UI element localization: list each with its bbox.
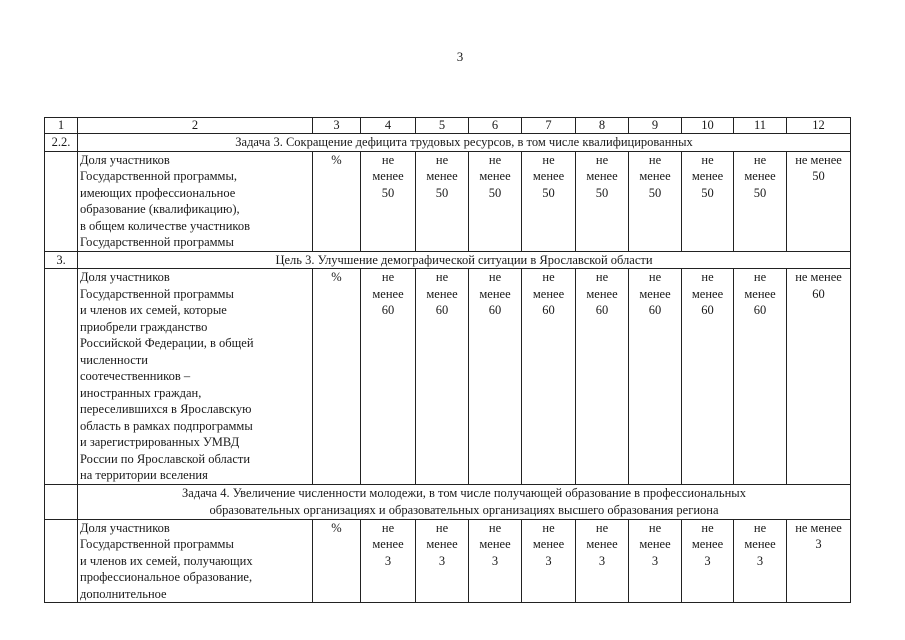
text-line: не [381,152,395,167]
header-cell: 8 [576,118,629,134]
text-line: 50 [648,185,662,200]
text-line: не [435,152,449,167]
value-cell [576,519,629,603]
text-line: 3 [815,537,822,551]
section-row [45,134,851,152]
text-line: Государственной программы, [80,169,237,183]
header-cell: 4 [361,118,416,134]
value-cell [522,269,576,485]
section-title [78,484,851,519]
text-line: переселившихся в Ярославскую [80,402,252,416]
section-number: 2.2. [45,134,78,152]
header-cell: 12 [787,118,851,134]
text-line: менее [479,537,511,551]
text-line: менее [744,537,776,551]
text-line: соотечественников – [80,369,191,383]
text-line: менее [586,286,618,301]
text-line: 60 [595,303,609,317]
text-line: 50 [701,185,714,200]
text-line: не [381,270,395,284]
text-line: 3 [545,553,552,568]
text-line: не [595,152,609,167]
text-line: иностранных граждан, [80,385,202,400]
text-line: России по Ярославской области [80,451,251,466]
row-number [45,269,78,485]
value-cell [522,519,576,603]
text-line: Доля участников [80,520,170,535]
value-cell [522,151,576,251]
text-line: не [753,152,767,167]
text-line: Доля участников [80,270,170,284]
value-cell [361,269,416,485]
text-line: менее [691,286,724,301]
text-line: не [595,520,609,535]
text-line: менее [372,169,404,183]
header-cell: 3 [313,118,361,134]
section-number: 3. [45,251,78,269]
text-line: менее [744,169,776,183]
text-line: и членов их семей, получающих [80,553,253,568]
text-line: не [753,270,767,284]
text-line: численности [80,352,148,367]
section-number [45,484,78,519]
text-line: образование (квалификацию), [80,202,240,216]
table-header-row [45,118,851,134]
text-line: 3 [704,553,711,568]
value-cell [576,151,629,251]
text-line: 60 [753,303,767,317]
text-line: не [542,520,555,535]
text-line: 3 [651,553,659,568]
section-row [45,251,851,269]
indicator-name [78,269,313,485]
value-cell [787,269,851,485]
text-line: 60 [701,303,714,317]
text-line: не [595,270,609,284]
text-line: и зарегистрированных УМВД [80,435,240,449]
text-line: не [488,520,502,535]
value-cell [416,269,469,485]
text-line: менее [639,169,671,183]
text-line: 60 [648,303,662,317]
header-cell: 2 [78,118,313,134]
text-line: менее [639,286,671,301]
text-line: 50 [753,185,767,200]
text-line: не [488,270,502,284]
text-line: 3 [491,553,499,568]
value-cell [682,151,734,251]
value-cell [469,269,522,485]
value-cell [682,269,734,485]
text-line: менее [372,286,404,301]
text-line: не [648,520,662,535]
text-line: 50 [812,169,825,183]
text-line: менее [691,169,724,183]
text-line: 60 [488,303,502,317]
text-line: менее [639,537,671,551]
text-line: 50 [435,185,449,200]
value-cell [734,519,787,603]
text-line: менее [532,537,565,551]
text-line: имеющих профессиональное [80,185,236,200]
text-line: 3 [598,553,606,568]
text-line: 60 [435,303,449,317]
text-line: дополнительное [80,586,167,601]
text-line: 50 [542,185,555,200]
text-line: Государственной программы [80,537,234,551]
text-line: не менее [795,270,842,284]
value-cell [416,151,469,251]
section-title: Задача 3. Сокращение дефицита трудовых ресурсов, в том числе квалифицированных [78,134,851,152]
value-cell [629,519,682,603]
text-line: не [435,270,449,284]
text-line: менее [586,537,618,551]
text-line: не [381,520,395,535]
indicator-name [78,519,313,603]
header-cell: 5 [416,118,469,134]
text-line: менее [426,169,458,183]
text-line: не менее [795,152,842,167]
text-line: менее [479,169,511,183]
table-row [45,269,851,485]
section-title: Цель 3. Улучшение демографической ситуации в Ярославской области [78,251,851,269]
text-line: 60 [812,286,825,301]
text-line: 3 [438,553,446,568]
text-line: не [648,270,662,284]
value-cell [576,269,629,485]
text-line: на территории вселения [80,468,208,482]
text-line: 60 [381,303,395,317]
text-line: менее [479,286,511,301]
value-cell [629,151,682,251]
indicators-table [44,117,851,603]
indicator-name [78,151,313,251]
text-line: менее [532,169,565,183]
row-number [45,151,78,251]
text-line: 3 [756,553,764,568]
page-number: 3 [456,49,464,64]
text-line: в общем количестве участников [80,218,251,233]
value-cell [734,269,787,485]
text-line: область в рамках подпрограммы [80,418,253,433]
text-line: менее [426,286,458,301]
value-cell [787,519,851,603]
value-cell [629,269,682,485]
text-line: не [701,152,714,167]
text-line: Российской Федерации, в общей [80,336,254,350]
text-line: менее [426,537,458,551]
value-cell [469,519,522,603]
value-cell [734,151,787,251]
header-cell: 1 [45,118,78,134]
unit-cell: % [313,519,361,603]
text-line: 3 [384,553,392,568]
value-cell [416,519,469,603]
section-row [45,484,851,519]
header-cell: 11 [734,118,787,134]
text-line: не [753,520,767,535]
value-cell [361,519,416,603]
text-line: менее [372,537,404,551]
text-line: не [701,270,714,284]
text-line: 50 [488,185,502,200]
unit-cell: % [313,269,361,485]
text-line: не [701,520,714,535]
text-line: менее [691,537,724,551]
header-cell: 9 [629,118,682,134]
text-line: и членов их семей, которые [80,303,227,317]
text-line: не менее [795,520,842,535]
text-line: Государственной программы [80,235,234,249]
text-line: не [435,520,449,535]
text-line: менее [744,286,776,301]
text-line: 60 [542,303,555,317]
table-row [45,519,851,603]
text-line: Доля участников [80,152,170,167]
text-line: менее [586,169,618,183]
text-line: приобрели гражданство [80,319,208,334]
text-line: профессиональное образование, [80,570,253,584]
text-line: Задача 4. Увеличение численности молодежи, в том числе получающей образование в профессиональных [182,485,746,500]
unit-cell: % [313,151,361,251]
text-line: не [542,152,555,167]
text-line: образовательных организациях и образовательных организациях высшего образования региона [209,502,719,517]
value-cell [361,151,416,251]
text-line: не [648,152,662,167]
header-cell: 7 [522,118,576,134]
text-line: Государственной программы [80,286,234,301]
text-line: 50 [595,185,609,200]
text-line: 50 [381,185,395,200]
header-cell: 6 [469,118,522,134]
text-line: не [488,152,502,167]
value-cell [787,151,851,251]
text-line: не [542,270,555,284]
table-row [45,151,851,251]
value-cell [682,519,734,603]
row-number [45,519,78,603]
value-cell [469,151,522,251]
header-cell: 10 [682,118,734,134]
text-line: менее [532,286,565,301]
